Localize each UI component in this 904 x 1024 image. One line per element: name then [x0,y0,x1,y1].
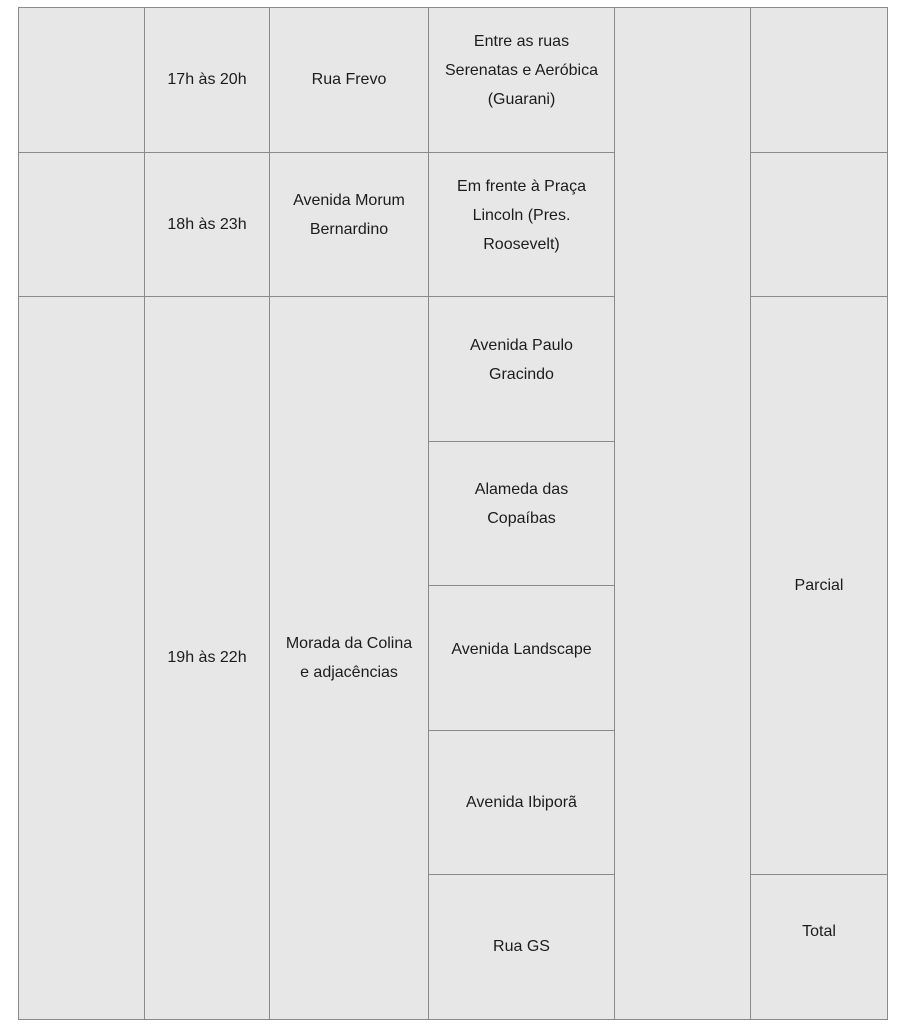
status-cell-parcial: Parcial [751,297,888,875]
reference-cell: Rua GS [429,875,615,1020]
time-cell: 17h às 20h [145,8,270,153]
reference-cell: Avenida Paulo Gracindo [429,297,615,442]
blank-cell [19,297,145,1020]
blank-cell [615,8,751,1020]
table-row [19,8,888,153]
reference-cell: Em frente à Praça Lincoln (Pres. Roosevelt) [429,152,615,297]
time-cell: 18h às 23h [145,152,270,297]
blank-cell [751,8,888,153]
table-row [19,152,888,297]
status-cell-total: Total [751,875,888,1020]
blank-cell [19,8,145,153]
reference-cell: Entre as ruas Serenatas e Aeróbica (Guarani) [429,8,615,153]
blank-cell [751,152,888,297]
schedule-table [18,7,888,1020]
reference-cell: Avenida Ibiporã [429,730,615,875]
reference-cell: Alameda das Copaíbas [429,441,615,586]
table-row [19,297,888,442]
reference-cell: Avenida Landscape [429,586,615,731]
place-cell: Morada da Colina e adjacências [270,297,429,1020]
blank-cell [19,152,145,297]
place-cell: Rua Frevo [270,8,429,153]
place-cell: Avenida Morum Bernardino [270,152,429,297]
time-cell: 19h às 22h [145,297,270,1020]
